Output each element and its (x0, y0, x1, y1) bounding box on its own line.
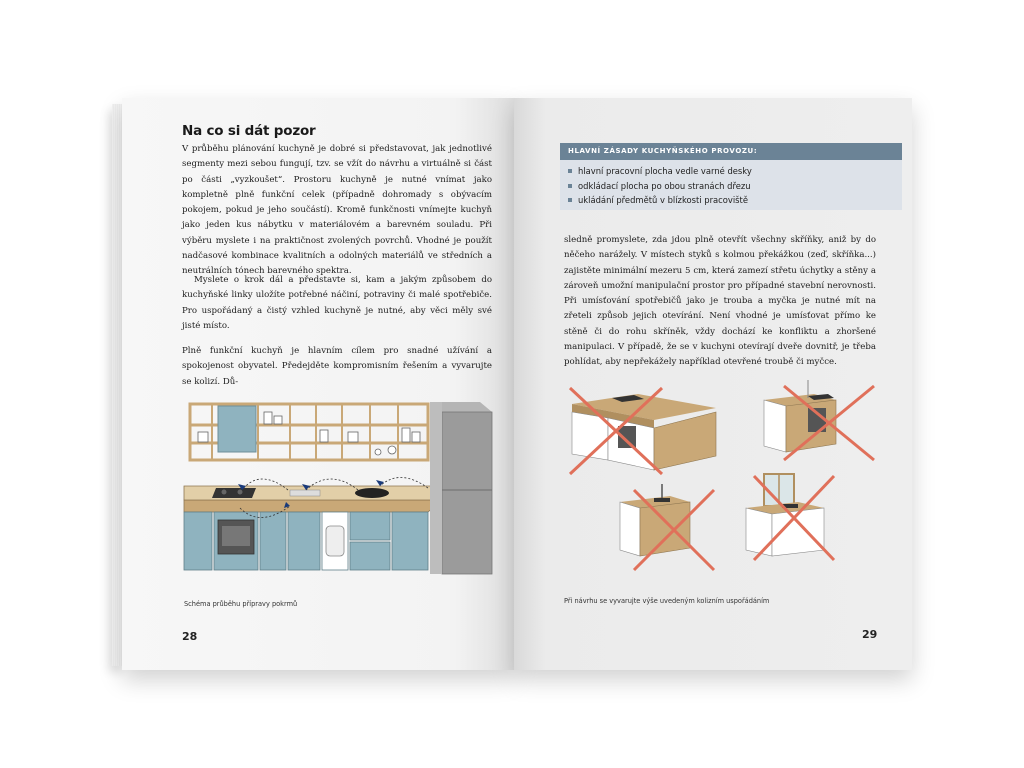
box-title: HLAVNÍ ZÁSADY KUCHYŇSKÉHO PROVOZU: (560, 143, 902, 160)
right-page (514, 98, 912, 670)
cooktop (212, 488, 256, 498)
base-cabinets (184, 512, 428, 570)
corner-collision-diagram (570, 388, 716, 474)
left-paragraph-3: Plně funkční kuchyň je hlavním cílem pro snadné užívání a spokojenost obyvatel. Předejděte kompromisním řešením a vyvarujte se kolizí. Dů- (182, 346, 492, 387)
square-bullet-icon (568, 198, 572, 202)
square-bullet-icon (568, 169, 572, 173)
right-caption: Při návrhu se vyvarujte výše uvedeným kolizním uspořádáním (564, 597, 770, 605)
wall-corner-collision-diagram (764, 380, 874, 460)
section-heading: Na co si dát pozor (182, 123, 316, 139)
list-item: hlavní pracovní plocha vedle varné desky (568, 164, 902, 179)
kitchen-principles-box (560, 143, 902, 210)
collision-diagrams (564, 378, 894, 578)
principles-list (560, 164, 902, 208)
worktop (184, 500, 442, 512)
sink (355, 488, 389, 498)
right-page-number: 29 (862, 628, 878, 641)
right-paragraph: sledně promyslete, zda jdou plně otevřít všechny skříňky, aniž by do něčeho narážely. V místech styků s kolmou překážkou (zeď, skříňka...) zajistěte minimální mezeru 5 cm, která zamezí střetu úchytky a stěny a zároveň umožní manipulační prostor pro případné stavební nerovnosti. Při umísťování spotřebičů jako je trouba a myčka je nutné mít na zřeteli způsob jejich otevírání. Není vhodné je umísťovat přímo ke stěně či do rohu skříněk, vždy dochází ke konfliktu a zhoršené manipulaci. V případě, že se v kuchyni otevírají dveře dovnitř, je třeba pohlídat, aby nepřekážely například otevřené troubě či myčce. (564, 235, 876, 368)
fridge (430, 402, 492, 574)
left-caption: Schéma průběhu přípravy pokrmů (184, 600, 298, 608)
left-page (122, 98, 514, 670)
left-page-number: 28 (182, 630, 198, 643)
left-paragraph-1: V průběhu plánování kuchyně je dobré si představovat, jak jednotlivé segmenty mezi sebou fungují, tzv. se vžít do návrhu a virtuálně si část po části „vyzkoušet“. Prostoru kuchyně je nutné vnímat jako kompletně plně funkční celek (případně dohromady s obývacím pokojem, pokud je jeho součástí). Kromě funkčnosti vnímejte kuchyň jako jeden kus nábytku v materiálovém a barevném souladu. Při výběru myslete i na praktičnost zvolených povrchů. Vhodné je použít nadčasové kombinace kvalitních a odolných materiálů ve středních a neutrálních tónech barevného spektra. (182, 144, 492, 277)
kitchen-workflow-illustration (180, 398, 510, 588)
left-paragraph-2: Myslete o krok dál a představte si, kam a jakým způsobem do kuchyňské linky uložíte potřebné náčiní, potraviny či malé spotřebiče. Pro uspořádaný a čistý vzhled kuchyně je nutné, aby věci měly své jisté místo. (182, 275, 492, 331)
square-bullet-icon (568, 184, 572, 188)
list-item: ukládání předmětů v blízkosti pracoviště (568, 193, 902, 208)
window-collision-diagram (746, 474, 834, 560)
list-item: odkládací plocha po obou stranách dřezu (568, 179, 902, 194)
sink-collision-diagram (620, 484, 714, 570)
upper-shelves (190, 404, 428, 460)
